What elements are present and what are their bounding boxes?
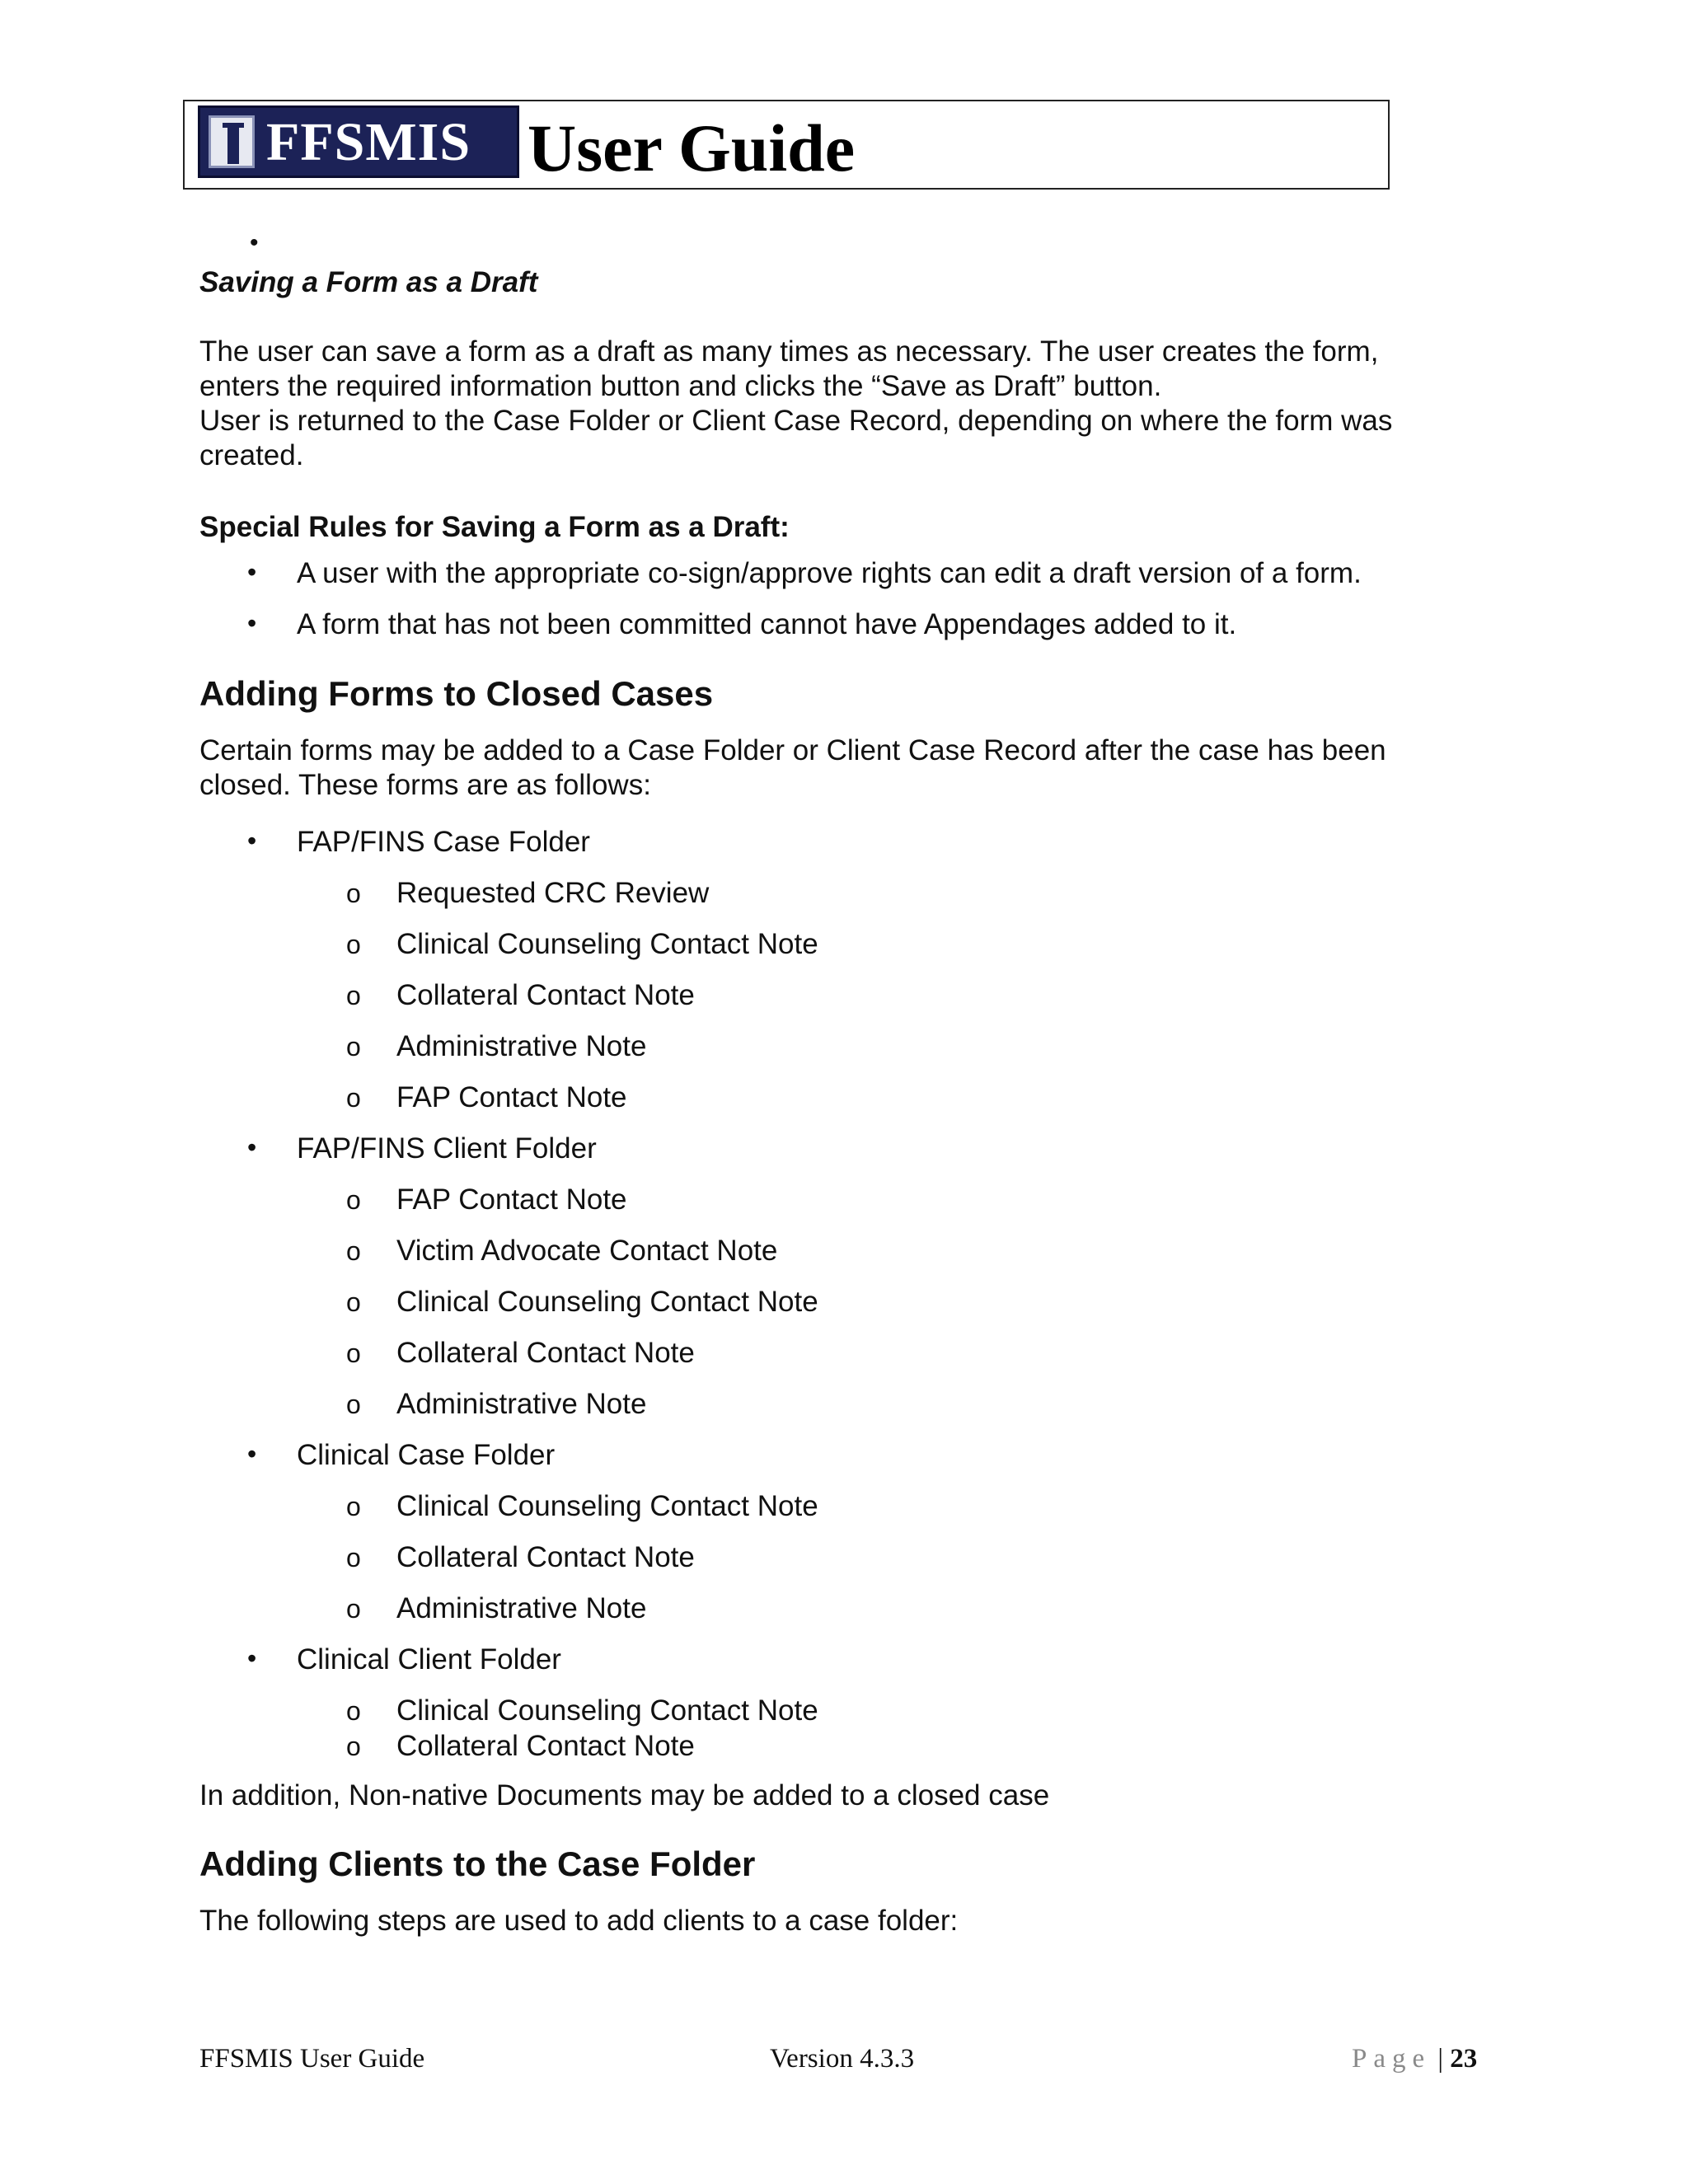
form-item: Clinical Counseling Contact Note: [396, 928, 818, 960]
circle-bullet-icon: o: [346, 1236, 361, 1266]
bullet-icon: •: [247, 1643, 257, 1673]
footer-title: FFSMIS User Guide: [199, 2044, 425, 2074]
circle-bullet-icon: o: [346, 1083, 361, 1113]
footer-page: [1352, 2044, 1477, 2074]
paragraph-line: created.: [199, 439, 304, 471]
circle-bullet-icon: o: [346, 1732, 361, 1761]
circle-bullet-icon: o: [346, 1492, 361, 1521]
paragraph-line: User is returned to the Case Folder or Client Case Record, depending on where the form was: [199, 405, 1393, 437]
circle-bullet-icon: o: [346, 879, 361, 908]
form-item: FAP Contact Note: [396, 1081, 627, 1113]
bullet-icon: •: [247, 1132, 257, 1162]
paragraph-line: The user can save a form as a draft as many times as necessary. The user creates the form,: [199, 335, 1379, 368]
form-item: Victim Advocate Contact Note: [396, 1235, 778, 1267]
closed-case-note: In addition, Non-native Documents may be added to a closed case: [199, 1779, 1050, 1811]
footer-version: Version 4.3.3: [770, 2044, 915, 2074]
circle-bullet-icon: o: [346, 1338, 361, 1368]
pillar-icon: [209, 115, 255, 168]
circle-bullet-icon: o: [346, 1185, 361, 1215]
form-item: Requested CRC Review: [396, 877, 710, 909]
section-subtitle: Saving a Form as a Draft: [199, 266, 538, 298]
guide-title: User Guide: [528, 110, 856, 185]
form-item: Collateral Contact Note: [396, 1730, 695, 1762]
page-label: Page: [1352, 2044, 1432, 2074]
bullet-icon: •: [247, 557, 257, 587]
ffsmis-logo: [198, 105, 519, 178]
circle-bullet-icon: o: [346, 1390, 361, 1419]
circle-bullet-icon: o: [346, 930, 361, 959]
paragraph-line: enters the required information button and clicks the “Save as Draft” button.: [199, 370, 1162, 402]
page-number: 23: [1450, 2044, 1478, 2074]
closed-cases-heading: Adding Forms to Closed Cases: [199, 674, 714, 713]
form-item: FAP Contact Note: [396, 1183, 627, 1216]
rule-item: A user with the appropriate co-sign/approve rights can edit a draft version of a form.: [297, 557, 1362, 589]
group-label: FAP/FINS Client Folder: [297, 1132, 597, 1165]
form-item: Administrative Note: [396, 1388, 647, 1420]
circle-bullet-icon: o: [346, 1032, 361, 1062]
circle-bullet-icon: o: [346, 1696, 361, 1726]
circle-bullet-icon: o: [346, 1543, 361, 1572]
intro-line: Certain forms may be added to a Case Folder or Client Case Record after the case has been: [199, 734, 1386, 766]
group-label: Clinical Client Folder: [297, 1643, 561, 1675]
adding-clients-heading: Adding Clients to the Case Folder: [199, 1844, 756, 1883]
form-item: Administrative Note: [396, 1592, 647, 1624]
form-item: Collateral Contact Note: [396, 979, 695, 1011]
page-separator: |: [1437, 2044, 1444, 2074]
rule-item: A form that has not been committed cannot have Appendages added to it.: [297, 608, 1237, 640]
intro-line: closed. These forms are as follows:: [199, 769, 651, 801]
form-item: Clinical Counseling Contact Note: [396, 1694, 818, 1727]
draft-paragraph: [199, 335, 1485, 473]
group-label: FAP/FINS Case Folder: [297, 826, 590, 858]
form-item: Collateral Contact Note: [396, 1337, 695, 1369]
circle-bullet-icon: o: [346, 981, 361, 1010]
form-item: Administrative Note: [396, 1030, 647, 1062]
form-item: Clinical Counseling Contact Note: [396, 1490, 818, 1522]
circle-bullet-icon: o: [346, 1594, 361, 1624]
empty-bullet: •: [250, 229, 259, 256]
logo-text: FFSMIS: [266, 112, 471, 172]
bullet-icon: •: [247, 1439, 257, 1469]
group-label: Clinical Case Folder: [297, 1439, 556, 1471]
adding-clients-intro: The following steps are used to add clients to a case folder:: [199, 1905, 959, 1937]
circle-bullet-icon: o: [346, 1287, 361, 1317]
bullet-icon: •: [247, 826, 257, 855]
form-item: Clinical Counseling Contact Note: [396, 1286, 818, 1318]
rules-heading: Special Rules for Saving a Form as a Draft:: [199, 511, 790, 543]
form-item: Collateral Contact Note: [396, 1541, 695, 1573]
bullet-icon: •: [247, 608, 257, 638]
